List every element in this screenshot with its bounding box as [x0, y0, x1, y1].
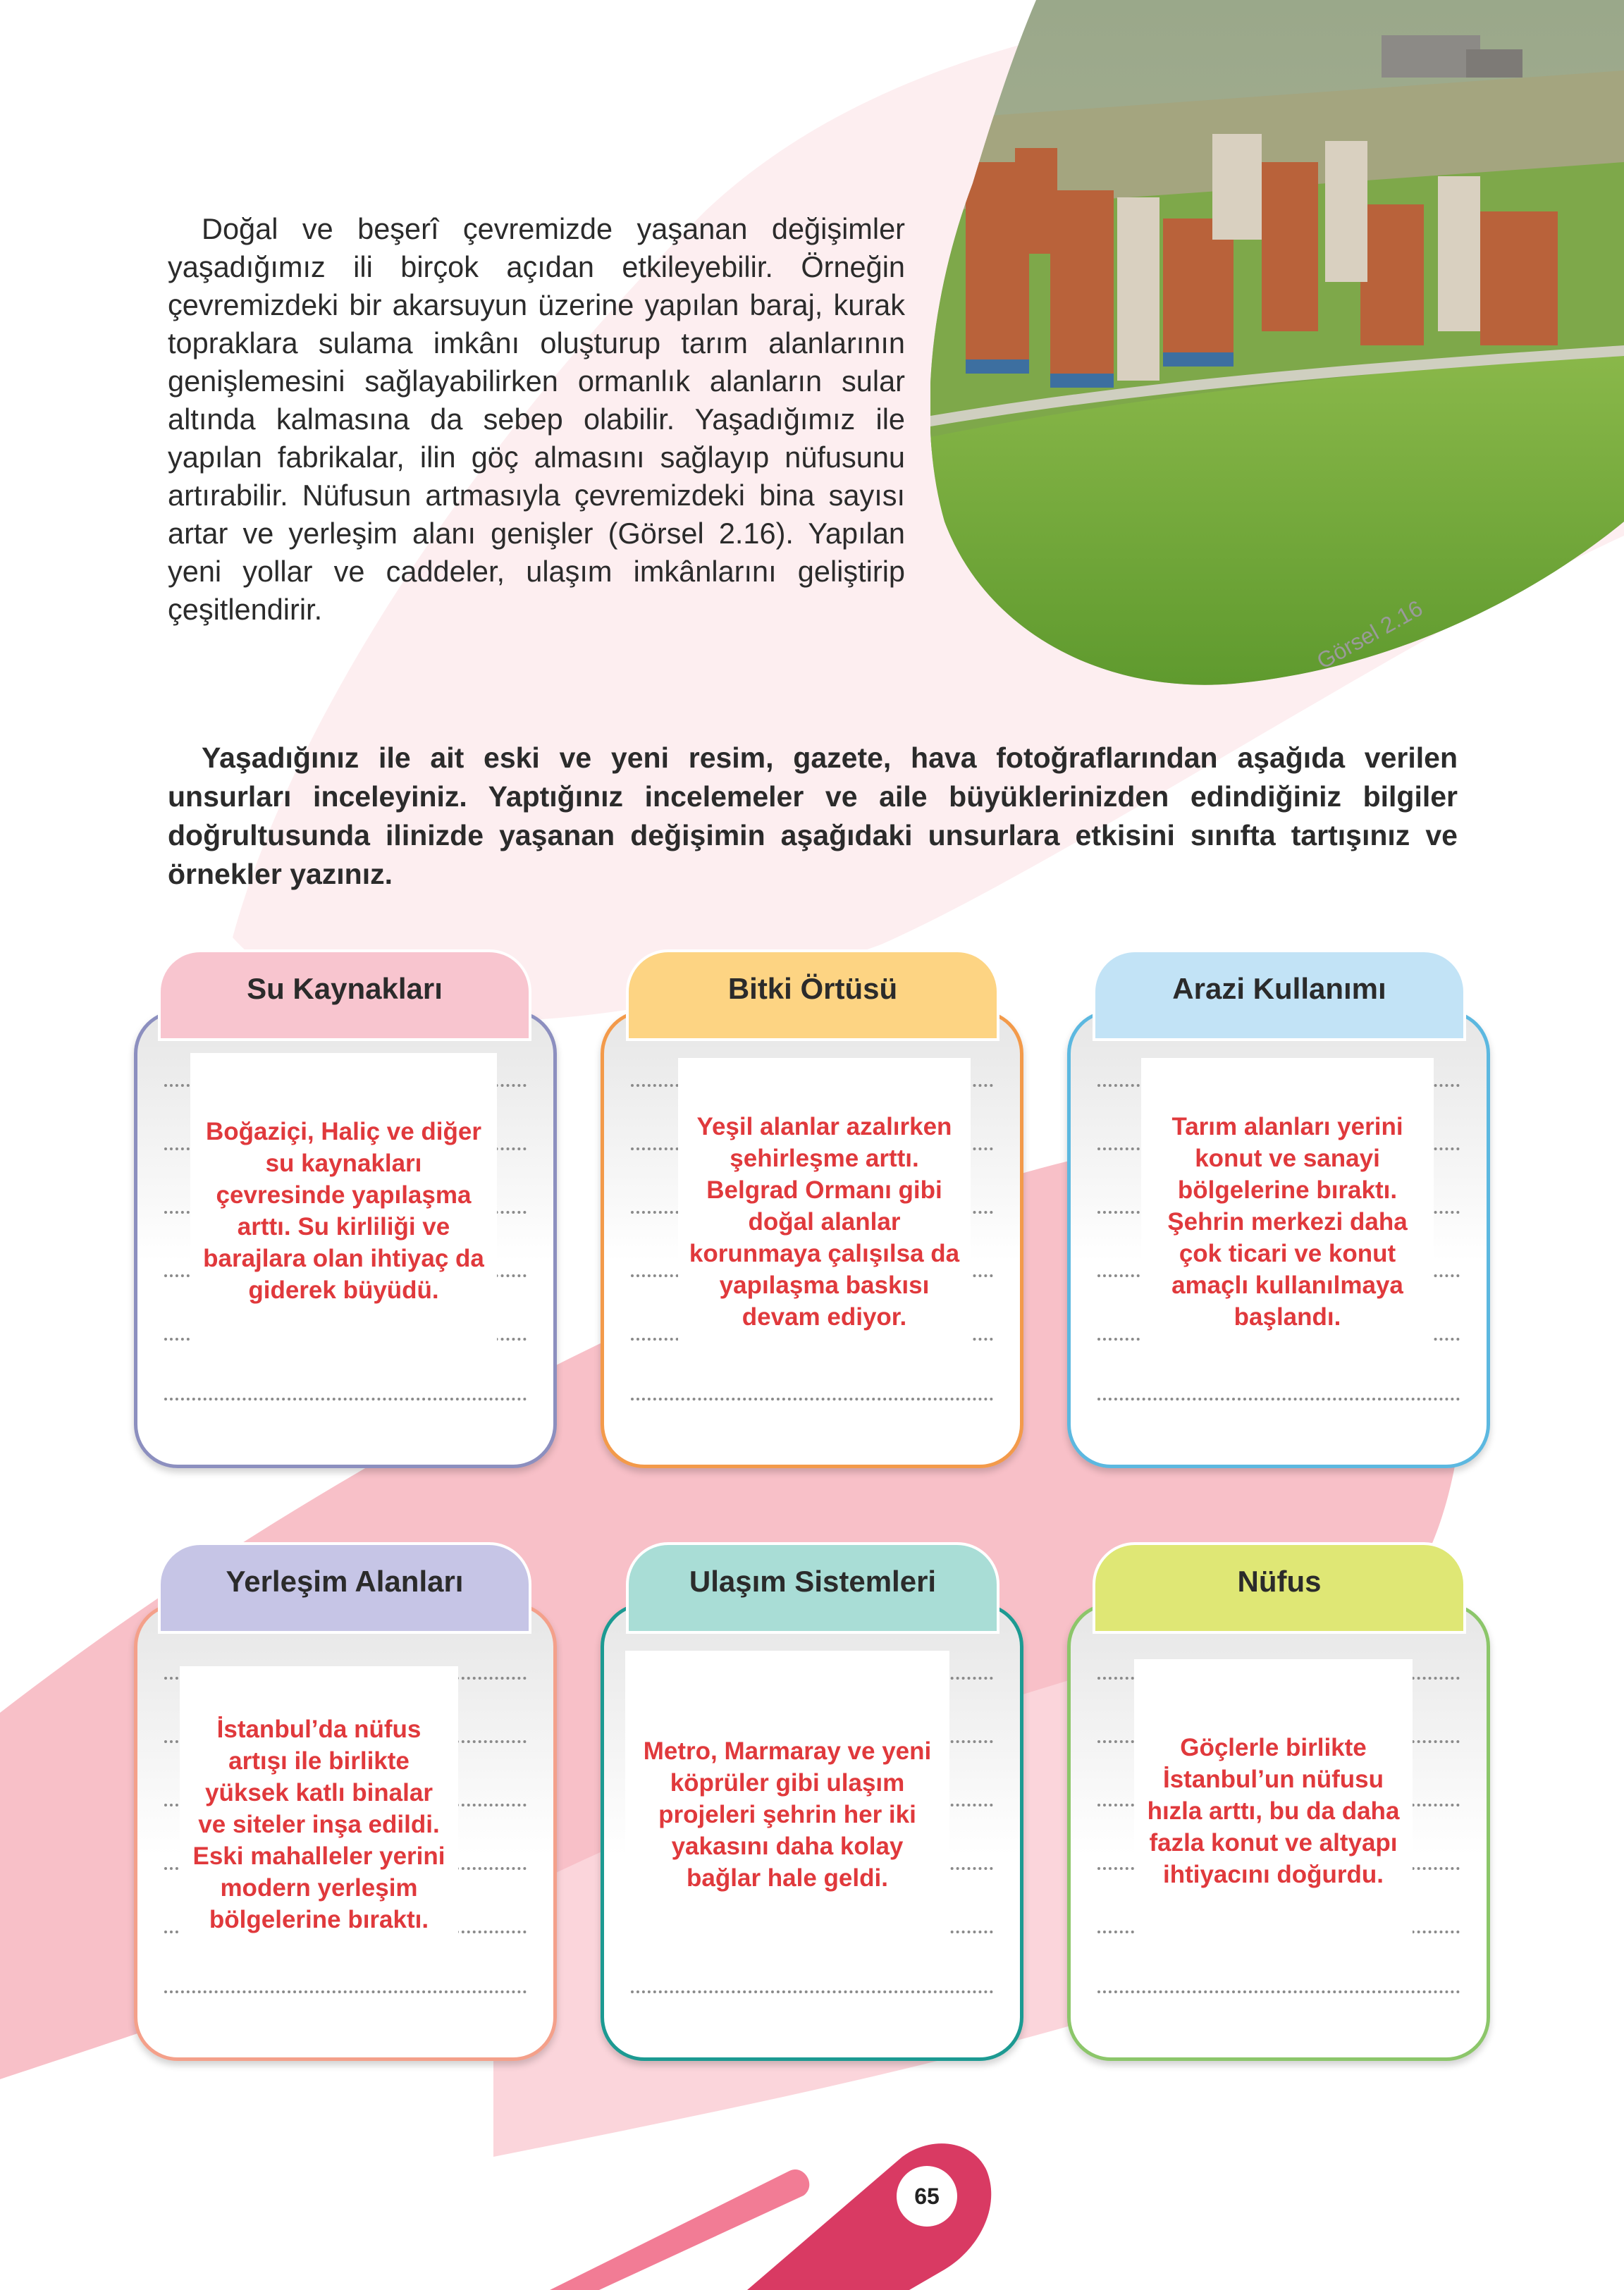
- answer-box[interactable]: [601, 1603, 1023, 2061]
- card-title: Nüfus: [1093, 1542, 1466, 1634]
- answer-text: Yeşil alanlar azalırken şehirleşme arttı. Belgrad Ormanı gibi doğal alanlar korunmaya çalışılsa da yapılaşma baskısı devam ediyor.: [678, 1058, 971, 1386]
- answer-box[interactable]: [1067, 1010, 1490, 1468]
- answer-text: Tarım alanları yerini konut ve sanayi bölgelerine bıraktı. Şehrin merkezi daha çok ticari ve konut amaçlı kullanılmaya başlandı.: [1141, 1058, 1434, 1386]
- answer-box[interactable]: [134, 1010, 557, 1468]
- card-su-kaynaklari: [134, 949, 557, 1471]
- answer-box[interactable]: [134, 1603, 557, 2061]
- answer-text: Metro, Marmaray ve yeni köprüler gibi ulaşım projeleri şehrin her iki yakasını daha kolay bağlar hale geldi.: [625, 1651, 949, 1978]
- housing-photo: [930, 0, 1624, 685]
- card-yerlesim-alanlari: [134, 1542, 557, 2064]
- card-nufus: [1067, 1542, 1490, 2064]
- card-title: Arazi Kullanımı: [1093, 949, 1466, 1041]
- answer-box[interactable]: [1067, 1603, 1490, 2061]
- card-ulasim-sistemleri: [601, 1542, 1023, 2064]
- card-arazi-kullanimi: [1067, 949, 1490, 1471]
- task-instructions: Yaşadığınız ile ait eski ve yeni resim, gazete, hava fotoğraflarından aşağıda verilen unsurları inceleyiniz. Yaptığınız incelemeler ve aile büyüklerinizden edindiğiniz bilgiler doğrultusunda ilinizde yaşanan değişimin aşağıdaki unsurlara etkisini sınıfta tartışınız ve örnekler yazınız.: [168, 741, 1458, 890]
- card-title: Yerleşim Alanları: [158, 1542, 531, 1634]
- answer-box[interactable]: [601, 1010, 1023, 1468]
- page-number: 65: [897, 2166, 957, 2227]
- answer-text: Boğaziçi, Haliç ve diğer su kaynakları çevresinde yapılaşma arttı. Su kirliliği ve barajlara olan ihtiyaç da giderek büyüdü.: [190, 1053, 497, 1369]
- answer-text: İstanbul’da nüfus artışı ile birlikte yüksek katlı binalar ve siteler inşa edildi. Eski mahalleler yerini modern yerleşim bölgelerine bıraktı.: [180, 1666, 458, 1982]
- card-title: Ulaşım Sistemleri: [626, 1542, 999, 1634]
- card-bitki-ortusu: [601, 949, 1023, 1471]
- answer-text: Göçlerle birlikte İstanbul’un nüfusu hızla arttı, bu da daha fazla konut ve altyapı ihtiyacını doğurdu.: [1134, 1659, 1413, 1962]
- intro-paragraph: Doğal ve beşerî çevremizde yaşanan değişimler yaşadığımız ili birçok açıdan etkileyebilir. Örneğin çevremizdeki bir akarsuyun üzerine yapılan baraj, kurak topraklara sulama imkânı oluşturup tarım alanlarının genişlemesini sağlayabilirken ormanlık alanların sular altında kalmasına da sebep olabilir. Yaşadığımız ile yapılan fabrikalar, ilin göç almasını sağlayıp nüfusunu artırabilir. Nüfusun artmasıyla çevremizdeki bina sayısı artar ve yerleşim alanı genişler (Görsel 2.16). Yapılan yeni yollar ve caddeler, ulaşım imkânlarını geliştirip çeşitlendirir.: [168, 212, 905, 626]
- card-title: Bitki Örtüsü: [626, 949, 999, 1041]
- card-title: Su Kaynakları: [158, 949, 531, 1041]
- photo-caption: Görsel 2.16: [1312, 595, 1427, 675]
